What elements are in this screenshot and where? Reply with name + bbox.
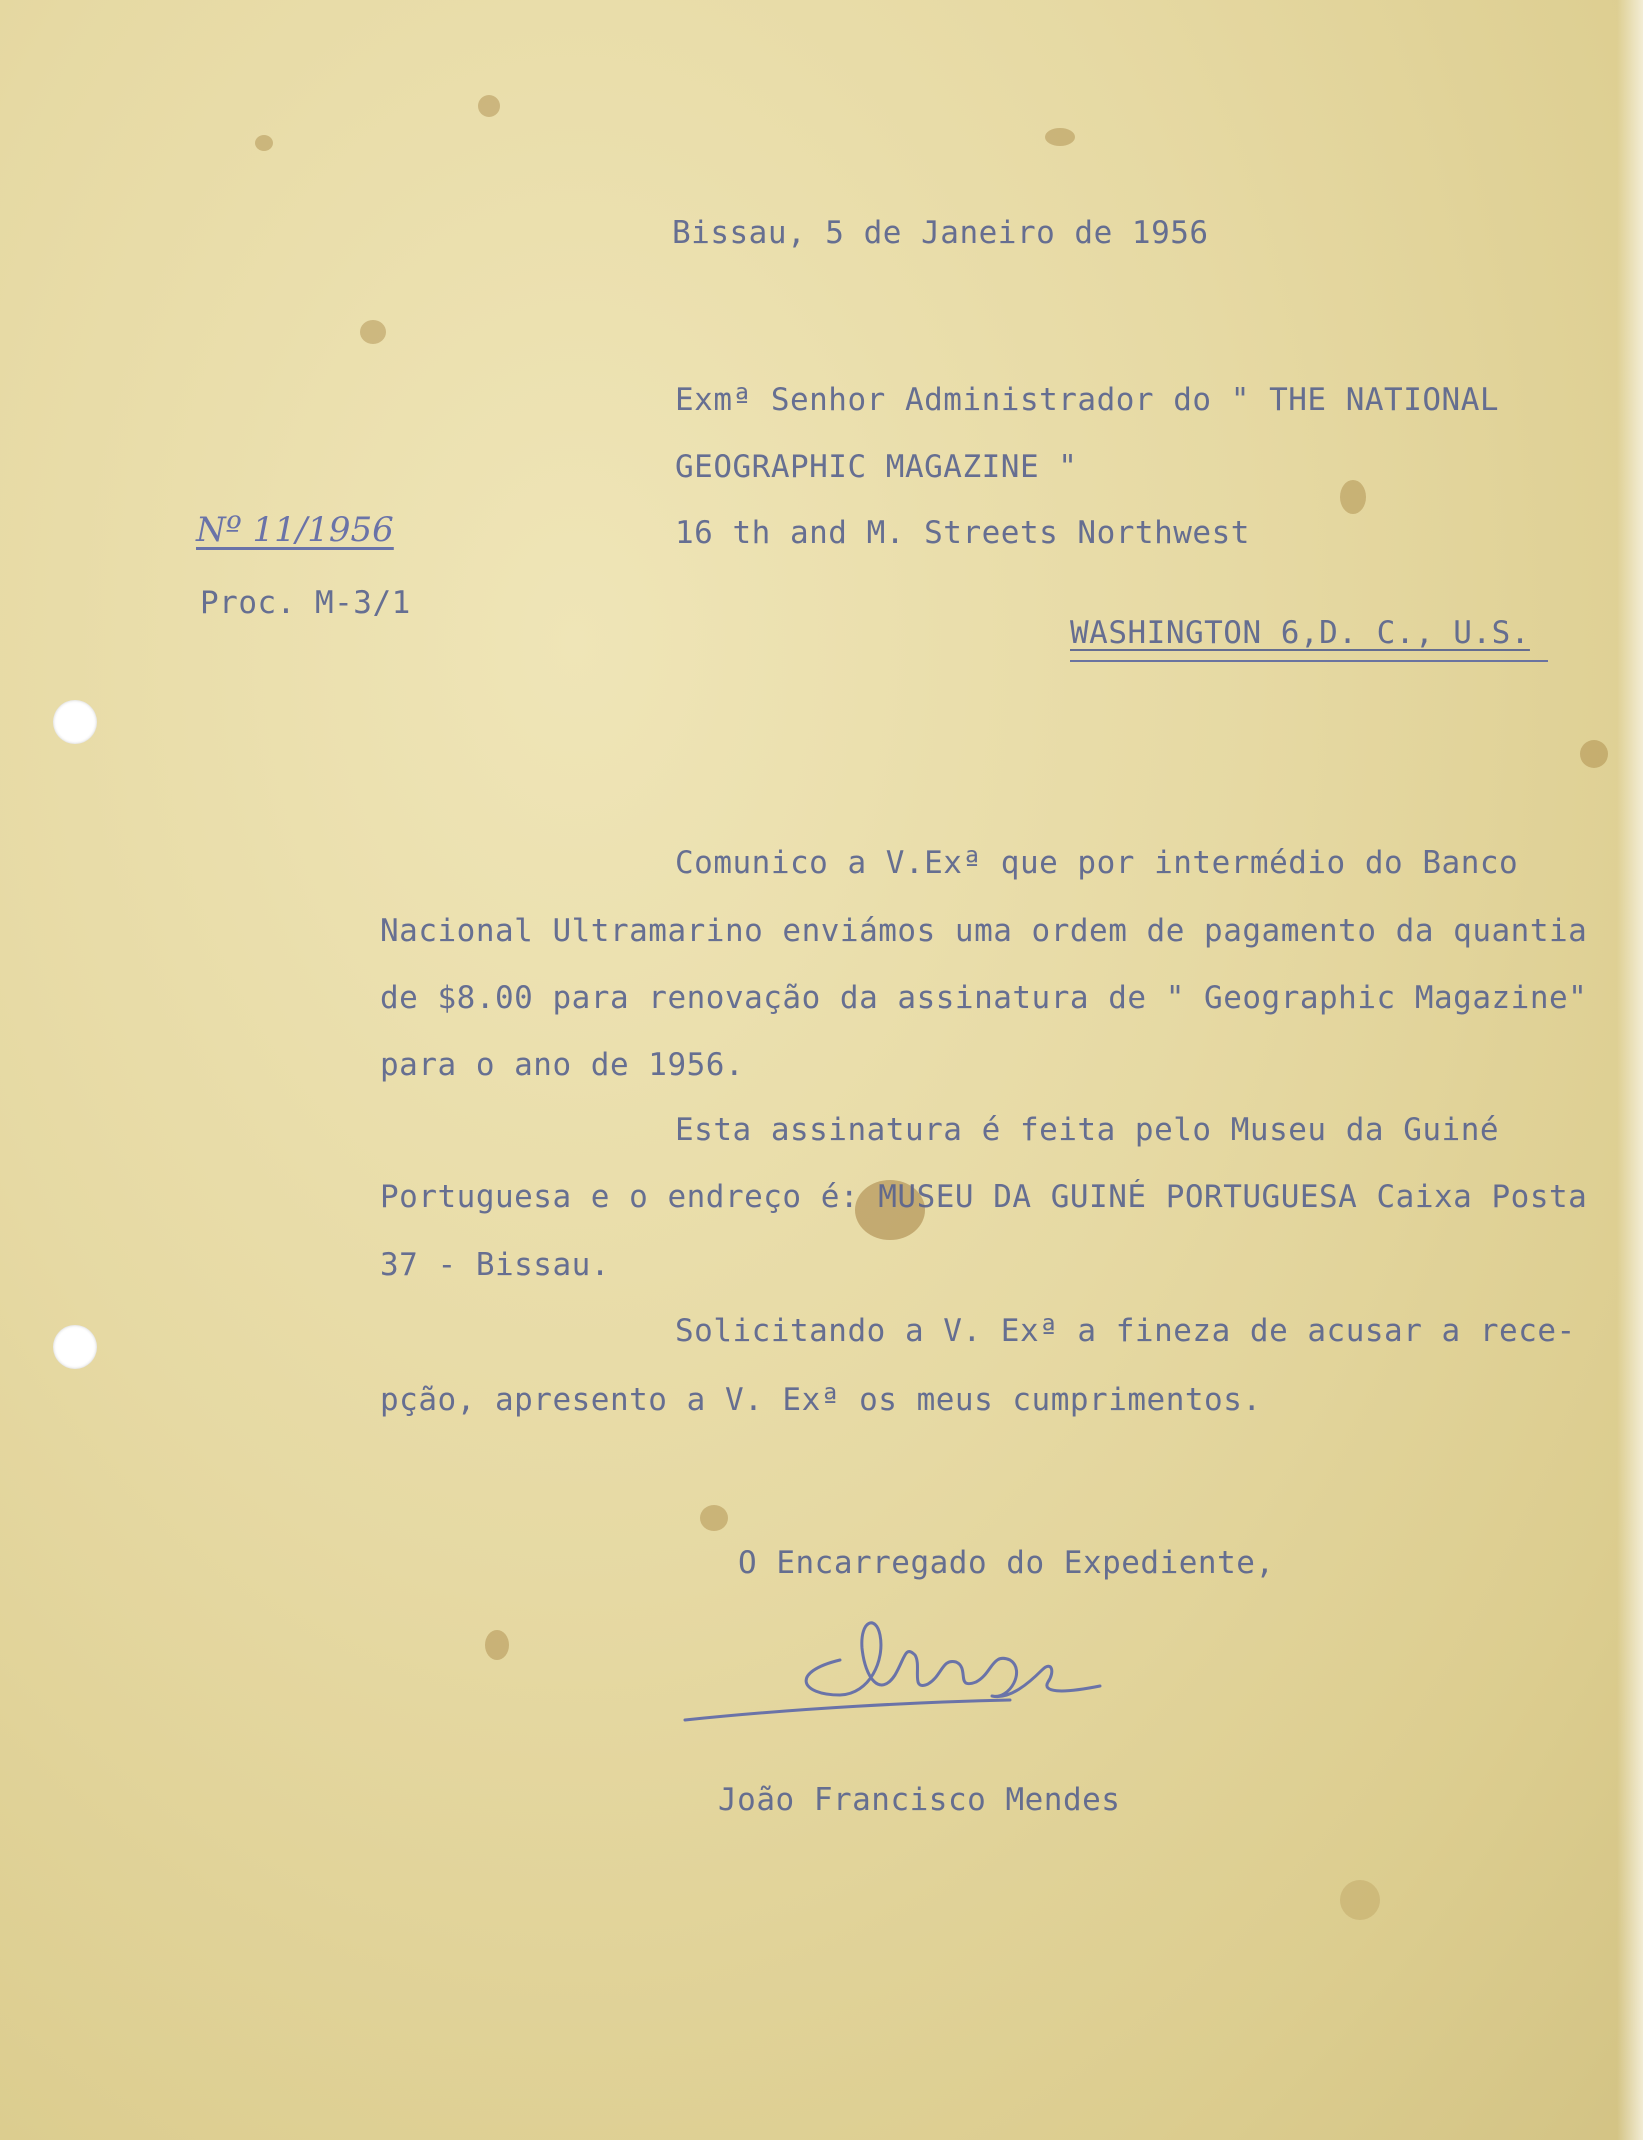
stain bbox=[1580, 740, 1608, 768]
recipient-line: Exmª Senhor Administrador do " THE NATIONAL bbox=[675, 382, 1500, 418]
body-line: para o ano de 1956. bbox=[380, 1047, 745, 1083]
stain bbox=[485, 1630, 509, 1660]
stain bbox=[478, 95, 500, 117]
stain bbox=[700, 1505, 728, 1531]
signature-icon bbox=[680, 1600, 1160, 1740]
stain bbox=[1340, 1880, 1380, 1920]
reference-number: Nº 11/1956 bbox=[196, 510, 394, 550]
process-reference: Proc. M-3/1 bbox=[200, 585, 411, 621]
stain bbox=[1340, 480, 1366, 514]
body-line: Solicitando a V. Exª a fineza de acusar a rece- bbox=[675, 1313, 1576, 1349]
body-line: Portuguesa e o endreço é: MUSEU DA GUINÉ PORTUGUESA Caixa Posta bbox=[380, 1179, 1588, 1215]
body-line: Comunico a V.Exª que por intermédio do Banco bbox=[675, 845, 1519, 881]
stain bbox=[1045, 128, 1075, 146]
recipient-city: WASHINGTON 6,D. C., U.S. bbox=[1070, 615, 1530, 651]
punch-hole bbox=[53, 700, 97, 744]
stain bbox=[255, 135, 273, 151]
punch-hole bbox=[53, 1325, 97, 1369]
stain bbox=[360, 320, 386, 344]
recipient-line: GEOGRAPHIC MAGAZINE " bbox=[675, 449, 1078, 485]
date-line: Bissau, 5 de Janeiro de 1956 bbox=[672, 215, 1209, 251]
body-line: 37 - Bissau. bbox=[380, 1247, 610, 1283]
body-line: Nacional Ultramarino enviámos uma ordem de pagamento da quantia bbox=[380, 913, 1588, 949]
double-underline bbox=[1070, 660, 1548, 662]
signatory-name: João Francisco Mendes bbox=[718, 1782, 1121, 1818]
paper-edge bbox=[1617, 0, 1643, 2140]
body-line: Esta assinatura é feita pelo Museu da Guiné bbox=[675, 1112, 1500, 1148]
recipient-line: 16 th and M. Streets Northwest bbox=[675, 515, 1250, 551]
body-line: pção, apresento a V. Exª os meus cumprimentos. bbox=[380, 1382, 1262, 1418]
closing-role: O Encarregado do Expediente, bbox=[738, 1545, 1275, 1581]
body-line: de $8.00 para renovação da assinatura de " Geographic Magazine" bbox=[380, 980, 1588, 1016]
